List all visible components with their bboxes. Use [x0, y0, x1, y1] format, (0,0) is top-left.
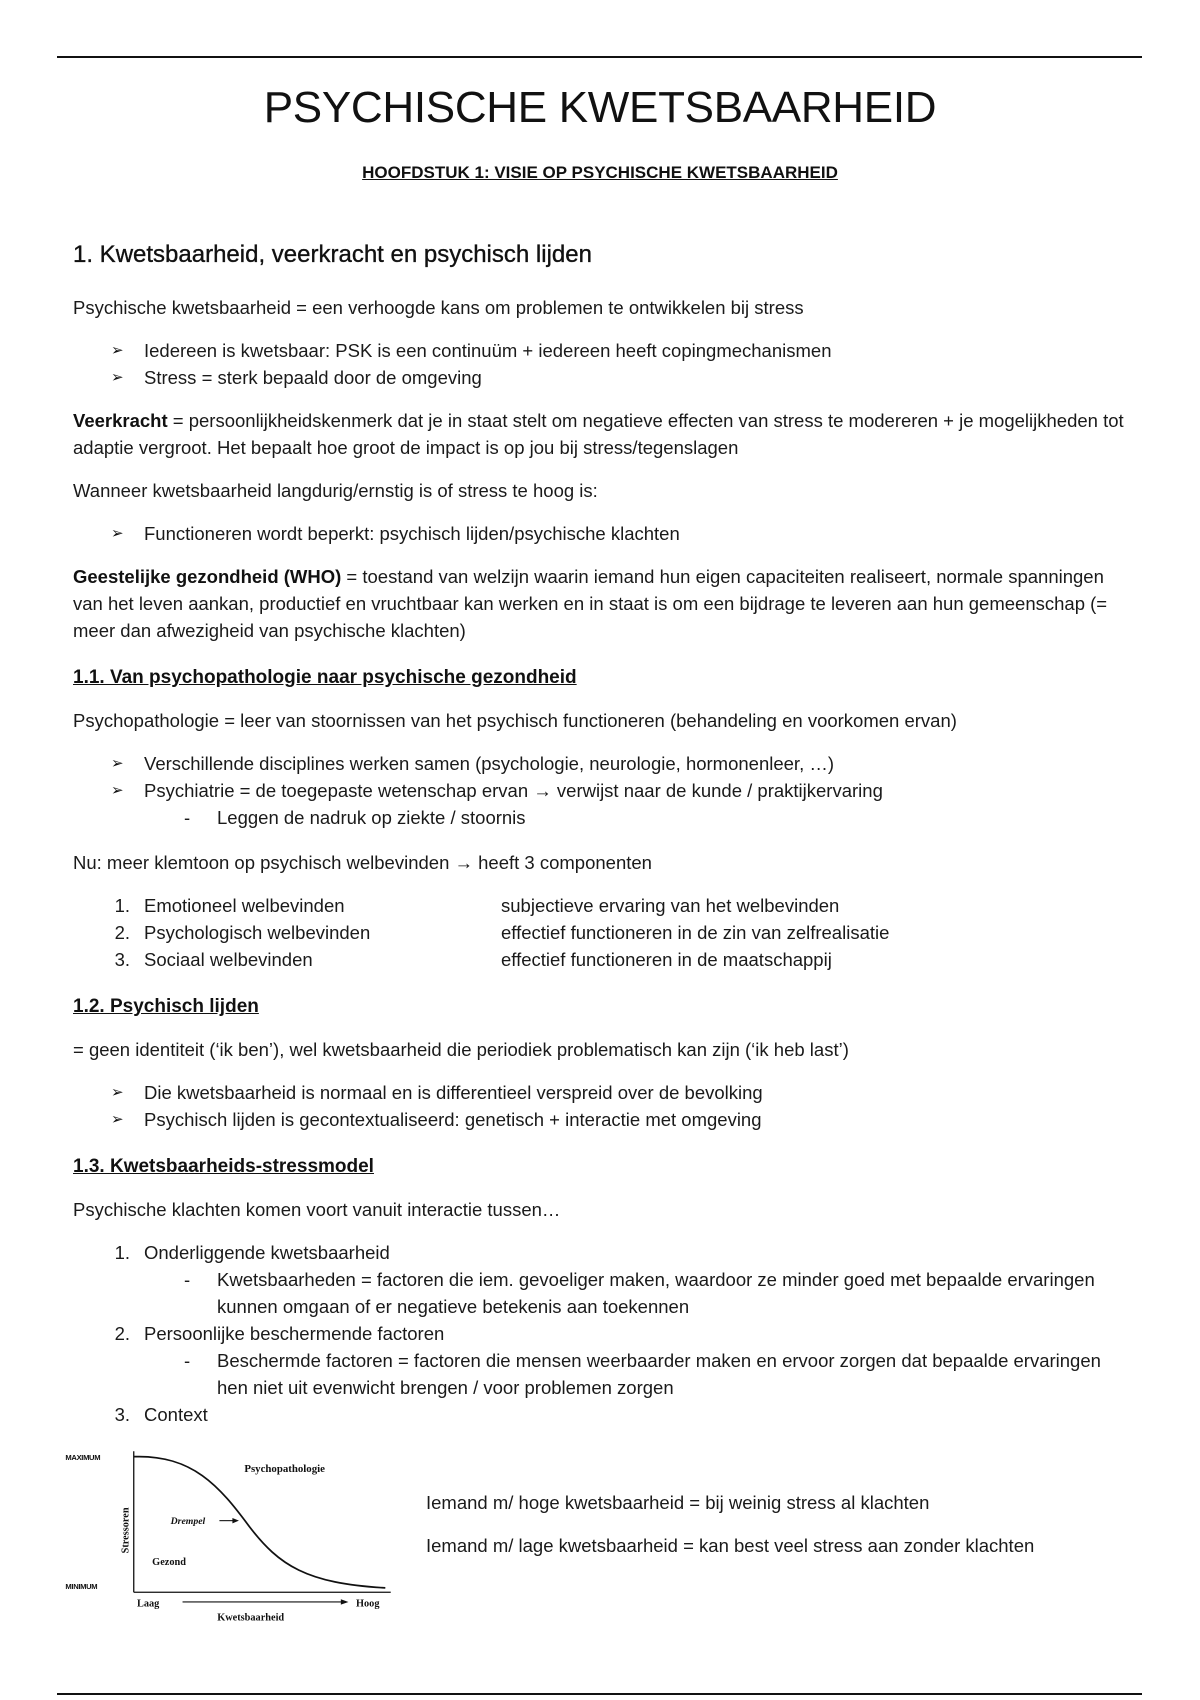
section-1-2-heading: 1.2. Psychisch lijden: [73, 996, 259, 1017]
section-1-heading: 1. Kwetsbaarheid, veerkracht en psychisch lijden: [73, 241, 592, 268]
condition-bullets: [73, 520, 1133, 547]
item-number: 3.: [114, 1404, 130, 1425]
sub-list-item: - Leggen de nadruk op ziekte / stoornis: [73, 804, 1133, 831]
condition-paragraph: Wanneer kwetsbaarheid langdurig/ernstig is of stress te hoog is:: [73, 480, 598, 501]
component-name: Psychologisch welbevinden: [144, 922, 371, 943]
psychopathology-region-label: Psychopathologie: [244, 1462, 325, 1475]
factor-name: Context: [144, 1404, 208, 1425]
low-vulnerability-note: Iemand m/ lage kwetsbaarheid = kan best veel stress aan zonder klachten: [426, 1535, 1035, 1556]
y-max-label: MAXIMUM: [65, 1452, 101, 1462]
vulnerability-bullets: [73, 337, 1133, 391]
component-description: subjectieve ervaring van het welbevinden: [501, 895, 840, 916]
y-min-label: MINIMUM: [65, 1581, 98, 1591]
top-rule: [57, 56, 1142, 58]
vulnerability-stress-figure: [65, 1448, 1133, 1630]
x-axis-label: Kwetsbaarheid: [217, 1612, 285, 1624]
y-axis-label: Stressoren: [120, 1507, 132, 1554]
mental-health-term: Geestelijke gezondheid (WHO): [73, 566, 342, 587]
chapter-heading: HOOFDSTUK 1: VISIE OP PSYCHISCHE KWETSBAARHEID: [362, 163, 838, 182]
wellbeing-paragraph: Nu: meer klemtoon op psychisch welbevinden → heeft 3 componenten: [73, 852, 652, 873]
stress-model-intro: Psychische klachten komen voort vanuit interactie tussen…: [73, 1199, 561, 1220]
component-item: [73, 946, 1133, 973]
psychopathology-bullets: [73, 750, 1133, 831]
stress-model-factors: [73, 1239, 1133, 1428]
suffering-definition: = geen identiteit (‘ik ben’), wel kwetsbaarheid die periodiek problematisch kan zijn (‘ik heb last’): [73, 1039, 849, 1060]
component-name: Emotioneel welbevinden: [144, 895, 345, 916]
section-1-3-heading: 1.3. Kwetsbaarheids-stressmodel: [73, 1156, 374, 1177]
threshold-arrowhead: [232, 1518, 239, 1523]
list-item: ➢ Verschillende disciplines werken samen (psychologie, neurologie, hormonenleer, …): [73, 750, 1133, 777]
item-number: 2.: [114, 922, 130, 943]
list-item: ➢ Functioneren wordt beperkt: psychisch lijden/psychische klachten: [73, 520, 1133, 547]
x-axis-arrowhead: [341, 1599, 349, 1604]
component-name: Sociaal welbevinden: [144, 949, 313, 970]
factor-detail: - Beschermde factoren = factoren die mensen weerbaarder maken en ervoor zorgen dat bepaalde ervaringen hen niet uit evenwicht brengen / voor problemen zorgen: [73, 1347, 1133, 1401]
bottom-rule: [57, 1693, 1142, 1695]
psychopathology-definition: Psychopathologie = leer van stoornissen van het psychisch functioneren (behandeling en voorkomen ervan): [73, 710, 957, 731]
factor-name: Onderliggende kwetsbaarheid: [144, 1242, 390, 1263]
list-item: ➢ Iedereen is kwetsbaar: PSK is een continuüm + iedereen heeft copingmechanismen: [73, 337, 1133, 364]
factor-detail: - Kwetsbaarheden = factoren die iem. gevoeliger maken, waardoor ze minder goed met bepaalde ervaringen kunnen omgaan of er negatieve betekenis aan toekennen: [73, 1266, 1133, 1320]
healthy-region-label: Gezond: [152, 1557, 186, 1569]
item-number: 1.: [114, 1242, 130, 1263]
wellbeing-components: [73, 892, 1133, 973]
list-item: ➢ Psychisch lijden is gecontextualiseerd: genetisch + interactie met omgeving: [73, 1106, 1133, 1133]
mental-health-text: = toestand van welzijn waarin iemand hun eigen capaciteiten realiseert, normale spanningen van het leven aankan, productief en vruchtbaar kan werken en in staat is om een bijdrage te leveren aan hun gemeenschap (= meer dan afwezigheid van psychische klachten): [73, 566, 1108, 641]
threshold-label: Drempel: [170, 1515, 206, 1527]
list-item: ➢ Stress = sterk bepaald door de omgeving: [73, 364, 1133, 391]
component-description: effectief functioneren in de zin van zelfrealisatie: [501, 922, 890, 943]
component-item: [73, 892, 1133, 919]
factor-item: [73, 1239, 1133, 1266]
component-item: [73, 919, 1133, 946]
mental-health-paragraph: [73, 563, 1133, 644]
factor-item: [73, 1401, 1133, 1428]
document-title: PSYCHISCHE KWETSBAARHEID: [263, 83, 937, 132]
resilience-paragraph: [73, 407, 1133, 461]
resilience-term: Veerkracht: [73, 410, 168, 431]
x-high-label: Hoog: [356, 1598, 380, 1610]
item-number: 2.: [114, 1323, 130, 1344]
vulnerability-definition: Psychische kwetsbaarheid = een verhoogde kans om problemen te ontwikkelen bij stress: [73, 297, 804, 318]
list-item: ➢ Die kwetsbaarheid is normaal en is differentieel verspreid over de bevolking: [73, 1079, 1133, 1106]
list-item: ➢ Psychiatrie = de toegepaste wetenschap ervan → verwijst naar de kunde / praktijkervaring: [73, 777, 1133, 804]
x-low-label: Laag: [137, 1598, 160, 1610]
resilience-text: = persoonlijkheidskenmerk dat je in staat stelt om negatieve effecten van stress te modereren + je mogelijkheden tot adaptie vergroot. Het bepaalt hoe groot de impact is op jou bij stress/tegenslagen: [73, 410, 1124, 458]
component-description: effectief functioneren in de maatschappij: [501, 949, 832, 970]
item-number: 1.: [114, 895, 130, 916]
item-number: 3.: [114, 949, 130, 970]
section-1-1-heading: 1.1. Van psychopathologie naar psychische gezondheid: [73, 667, 577, 688]
vulnerability-stress-diagram: [62, 1448, 392, 1628]
document-body: [65, 238, 1133, 1630]
factor-item: [73, 1320, 1133, 1347]
factor-name: Persoonlijke beschermende factoren: [144, 1323, 445, 1344]
suffering-bullets: [73, 1079, 1133, 1133]
high-vulnerability-note: Iemand m/ hoge kwetsbaarheid = bij weinig stress al klachten: [426, 1492, 930, 1513]
